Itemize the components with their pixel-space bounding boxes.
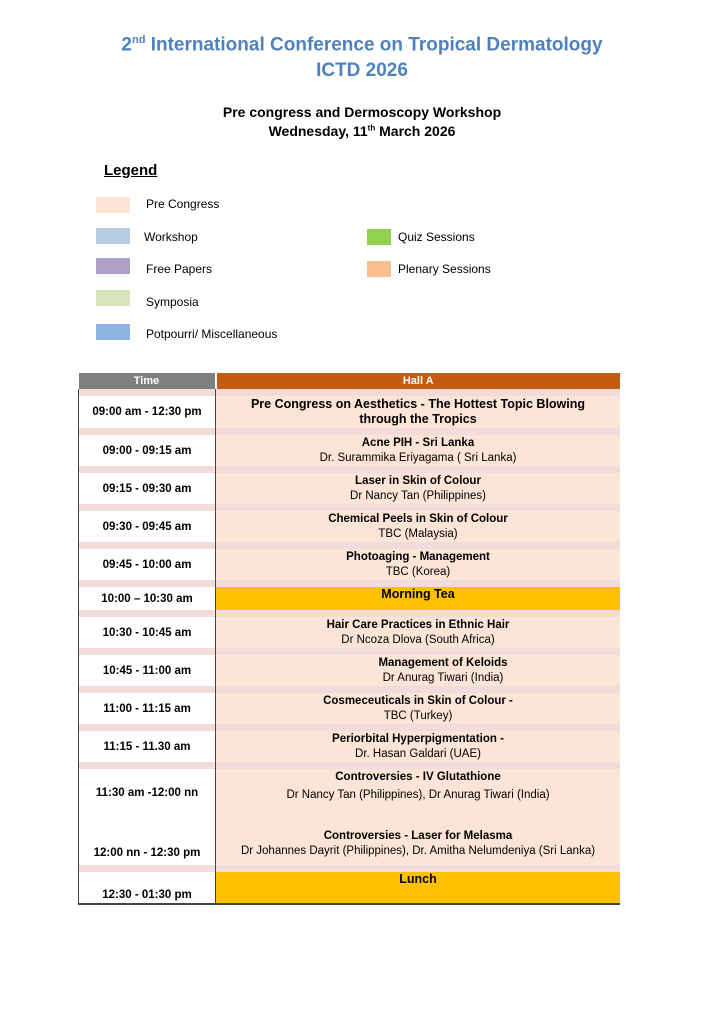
column-header-hall: Hall A bbox=[216, 373, 621, 389]
legend-label-quiz: Quiz Sessions bbox=[398, 230, 475, 244]
table-row bbox=[79, 549, 621, 580]
session-cell bbox=[216, 693, 621, 724]
session-speaker: Dr. Surammika Eriyagama ( Sri Lanka) bbox=[319, 451, 517, 464]
session-speaker: Dr Nancy Tan (Philippines) bbox=[350, 489, 486, 502]
time-cell: 09:45 - 10:00 am bbox=[79, 549, 216, 580]
session-title: Pre Congress on Aesthetics - The Hottest Topic Blowing through the Tropics bbox=[250, 397, 586, 426]
session-speaker: TBC (Korea) bbox=[385, 565, 451, 578]
time-cell: 09:15 - 09:30 am bbox=[79, 473, 216, 504]
legend-swatch-plenary bbox=[367, 261, 391, 277]
time-cell: 11:30 am -12:00 nn bbox=[79, 769, 216, 817]
time-cell: 10:30 - 10:45 am bbox=[79, 617, 216, 648]
time-cell: 09:00 am - 12:30 pm bbox=[79, 396, 216, 428]
session-cell bbox=[216, 511, 621, 542]
session-title: Photoaging - Management bbox=[346, 550, 490, 563]
legend-title: Legend bbox=[104, 162, 158, 179]
session-speaker: Dr Johannes Dayrit (Philippines), Dr. Amitha Nelumdeniya (Sri Lanka) bbox=[240, 845, 596, 857]
legend-label-workshop: Workshop bbox=[144, 230, 198, 244]
table-row bbox=[79, 872, 621, 904]
session-title: Controversies - Laser for Melasma bbox=[323, 830, 513, 842]
date-suffix: th bbox=[367, 123, 376, 133]
session-title: Hair Care Practices in Ethnic Hair bbox=[326, 618, 510, 631]
legend-label-plenary: Plenary Sessions bbox=[398, 262, 491, 276]
session-title: Periorbital Hyperpigmentation - bbox=[332, 732, 504, 745]
conference-title bbox=[0, 34, 724, 56]
legend-swatch-quiz bbox=[367, 229, 391, 245]
session-title: Controversies - IV Glutathione bbox=[335, 771, 501, 783]
title-ordinal-suffix: nd bbox=[131, 34, 146, 46]
date-part-2: March 2026 bbox=[375, 123, 456, 139]
session-speaker: Dr Anurag Tiwari (India) bbox=[382, 671, 504, 684]
session-cell bbox=[216, 817, 621, 865]
session-cell bbox=[216, 769, 621, 817]
legend-swatch-free-papers bbox=[96, 258, 130, 274]
table-row bbox=[79, 617, 621, 648]
session-title: Cosmeceuticals in Skin of Colour - bbox=[323, 694, 513, 707]
time-cell: 10:00 – 10:30 am bbox=[79, 587, 216, 610]
table-row bbox=[79, 511, 621, 542]
table-row bbox=[79, 435, 621, 466]
session-speaker: Dr Nancy Tan (Philippines), Dr Anurag Tiwari (India) bbox=[286, 789, 550, 801]
legend-swatch-workshop bbox=[96, 228, 130, 244]
session-title: Laser in Skin of Colour bbox=[355, 474, 481, 487]
table-row bbox=[79, 693, 621, 724]
session-cell bbox=[216, 549, 621, 580]
table-row bbox=[79, 769, 621, 817]
session-cell bbox=[216, 655, 621, 686]
session-speaker: TBC (Turkey) bbox=[383, 709, 453, 722]
session-title: Acne PIH - Sri Lanka bbox=[361, 436, 475, 449]
table-row bbox=[79, 655, 621, 686]
session-cell bbox=[216, 617, 621, 648]
table-header-row bbox=[79, 373, 621, 389]
time-cell: 12:00 nn - 12:30 pm bbox=[79, 817, 216, 865]
table-row bbox=[79, 473, 621, 504]
session-cell bbox=[216, 435, 621, 466]
conference-acronym: ICTD 2026 bbox=[316, 60, 408, 81]
table-row bbox=[79, 587, 621, 610]
session-speaker: Dr. Hasan Galdari (UAE) bbox=[355, 747, 481, 760]
time-cell: 10:45 - 11:00 am bbox=[79, 655, 216, 686]
table-row bbox=[79, 396, 621, 428]
time-cell: 11:15 - 11.30 am bbox=[79, 731, 216, 762]
table-row bbox=[79, 731, 621, 762]
workshop-title: Pre congress and Dermoscopy Workshop bbox=[222, 104, 502, 120]
legend-label-symposia: Symposia bbox=[146, 295, 199, 309]
session-speaker: Dr Ncoza Dlova (South Africa) bbox=[341, 633, 495, 646]
table-row bbox=[79, 817, 621, 865]
title-text: International Conference on Tropical Dermatology bbox=[145, 34, 603, 56]
legend-swatch-symposia bbox=[96, 290, 130, 306]
time-cell: 09:00 - 09:15 am bbox=[79, 435, 216, 466]
time-cell: 12:30 - 01:30 pm bbox=[79, 872, 216, 904]
session-title: Chemical Peels in Skin of Colour bbox=[328, 512, 508, 525]
workshop-date bbox=[0, 123, 724, 139]
date-part-1: Wednesday, 11 bbox=[268, 123, 368, 139]
session-cell bbox=[216, 396, 621, 428]
schedule-table bbox=[78, 373, 620, 905]
session-cell-break: Morning Tea bbox=[216, 587, 621, 610]
title-ordinal: 2 bbox=[121, 34, 132, 56]
legend-label-free-papers: Free Papers bbox=[146, 262, 213, 276]
time-cell: 11:00 - 11:15 am bbox=[79, 693, 216, 724]
legend-label-potpourri: Potpourri/ Miscellaneous bbox=[146, 327, 278, 341]
column-header-time: Time bbox=[79, 373, 216, 389]
session-cell bbox=[216, 731, 621, 762]
session-cell-break: Lunch bbox=[216, 872, 621, 904]
legend-swatch-pre-congress bbox=[96, 197, 130, 213]
session-cell bbox=[216, 473, 621, 504]
session-title: Management of Keloids bbox=[378, 656, 508, 669]
time-cell: 09:30 - 09:45 am bbox=[79, 511, 216, 542]
legend-swatch-potpourri bbox=[96, 324, 130, 340]
session-speaker: TBC (Malaysia) bbox=[378, 527, 458, 540]
legend-label-pre-congress: Pre Congress bbox=[146, 197, 220, 211]
